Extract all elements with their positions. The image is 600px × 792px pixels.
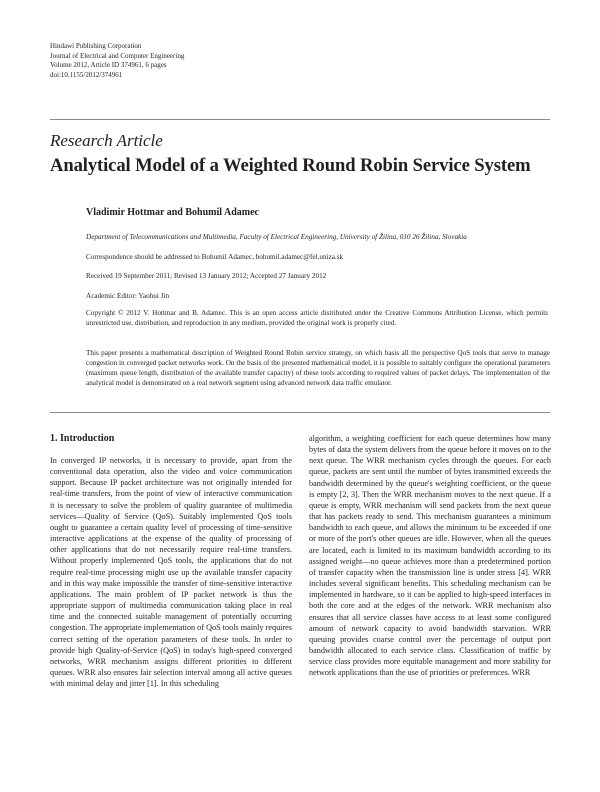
body-paragraph-left: In converged IP networks, it is necessary to provide, apart from the conventional data operation, also the video and voice communication support. Because IP packet architecture was not originally intended for real-time transfers, from the point of view of interactive communication it is necessary to solve the problem of quality guarantee of multimedia services—Quality of Service (QoS). Suitably implemented QoS tools ought to guarantee a certain quality level of processing of time-sensitive interactive applications at the expense of the quality of processing of other applications that do not necessarily require real-time transfers. Without properly implemented QoS tools, the applications that do not require real-time processing might use up the available transfer capacity and in this way make impossible the transfer of time-sensitive interactive applications. The main problem of IP packet network is thus the appropriate support of multimedia communication taking place in real time and the connected suitable management of potentially occurring congestion. The appropriate implementation of QoS tools mainly requires correct setting of the operation parameters of these tools. In order to provide high Quality-of-Service (QoS) in today's high-speed converged networks, WRR mechanism assigns different priorities to different queues. WRR also ensures fair selection interval among all active queues with minimal delay and jitter [1]. In this scheduling: [50, 456, 292, 689]
abstract-divider: [50, 412, 550, 413]
journal-header: [50, 42, 184, 80]
academic-editor: Academic Editor: Yaohui Jin: [86, 292, 170, 300]
left-column: [50, 433, 292, 689]
copyright-notice: Copyright © 2012 V. Hottmar and B. Adamec. This is an open access article distributed under the Creative Commons Attribution License, which permits unrestricted use, distribution, and reproduction in any medium, provided the original work is properly cited.: [86, 309, 548, 328]
article-title: Analytical Model of a Weighted Round Robin Service System: [50, 155, 531, 176]
volume-line: Volume 2012, Article ID 374961, 6 pages: [50, 61, 167, 70]
article-dates: Received 19 September 2011; Revised 13 January 2012; Accepted 27 January 2012: [86, 272, 327, 280]
header-divider: [50, 119, 550, 120]
publisher-line: Hindawi Publishing Corporation: [50, 42, 142, 50]
doi-line: doi:10.1155/2012/374961: [50, 70, 123, 79]
correspondence: Correspondence should be addressed to Bohumil Adamec, bohumil.adamec@fel.uniza.sk: [86, 253, 344, 261]
section-heading-introduction: 1. Introduction: [50, 433, 115, 444]
article-type: Research Article: [50, 131, 163, 150]
affiliation: Department of Telecommunications and Multimedia, Faculty of Electrical Engineering, University of Žilina, 010 26 Žilina, Slovakia: [86, 233, 467, 241]
abstract: This paper presents a mathematical description of Weighted Round Robin service strategy, on which basis all the perspective QoS tools that serve to manage congestion in converged packet networks work. On the basis of the presented mathematical model, it is possible to suitably configure the operational parameters (maximum queue length, distribution of the available transfer capacity) of these tools according to required values of packet delays. The implementation of the analytical model is demonstrated on a real network segment using advanced network data traffic emulator.: [86, 349, 550, 388]
journal-name-line: Journal of Electrical and Computer Engineering: [50, 51, 185, 60]
author-list: Vladimir Hottmar and Bohumil Adamec: [86, 207, 259, 218]
body-paragraph-right: algorithm, a weighting coefficient for each queue determines how many bytes of data the system delivers from the queue before it moves on to the next queue. The WRR mechanism cycles through the queues. For each queue, packets are sent until the number of bytes transmitted exceeds the bandwidth determined by the queue's weighting coefficient, or the queue is empty [2, 3]. Then the WRR mechanism moves to the next queue. If a queue is empty, WRR mechanism will send packets from the next queue that has packets ready to send. This mechanism guarantees a minimum bandwidth to each queue, and allows the minimum to be exceeded if one or more of the port's other queues are idle. However, when all the queues are located, each is limited to its maximum bandwidth according to its assigned weight—no queue achieves more than a predetermined portion of transfer capacity when the transmission line is under stress [4]. WRR includes several significant benefits. This scheduling mechanism can be implemented in hardware, so it can be applied to high-speed interfaces in both the core and at the edges of the network. WRR mechanism also ensures that all service classes have access to at least some configured amount of network capacity to avoid bandwidth starvation. WRR queuing provides coarse control over the percentage of output port bandwidth allocated to each service class. Classification of traffic by service class provides more equitable management and more stability for network applications than the use of priorities or preferences. WRR: [309, 434, 551, 678]
right-column: [309, 433, 551, 678]
